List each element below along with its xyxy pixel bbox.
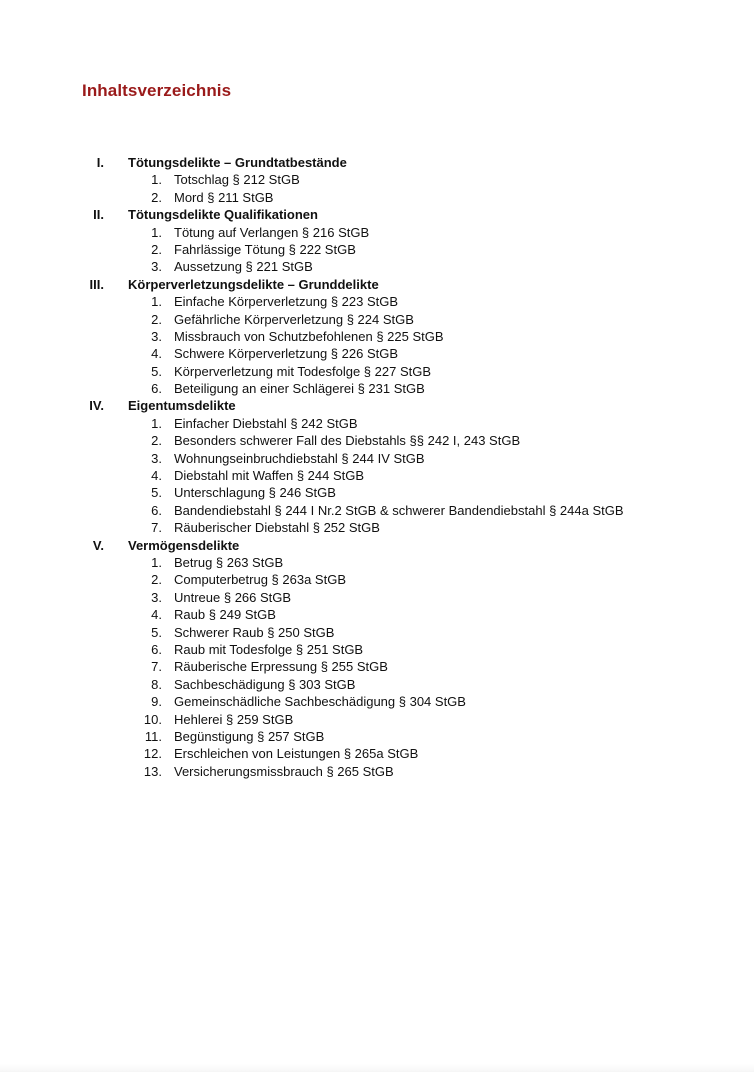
- entry-text: Sachbeschädigung § 303 StGB: [174, 676, 356, 692]
- entry-text: Hehlerei § 259 StGB: [174, 711, 294, 727]
- toc-entry[interactable]: [0, 293, 754, 310]
- entry-text: Einfache Körperverletzung § 223 StGB: [174, 294, 399, 310]
- section-title: Körperverletzungsdelikte – Grunddelikte: [128, 276, 379, 292]
- entry-text: Missbrauch von Schutzbefohlenen § 225 StGB: [174, 328, 444, 344]
- section-title: Vermögensdelikte: [128, 537, 240, 553]
- entry-text: Betrug § 263 StGB: [174, 554, 284, 570]
- entry-text: Totschlag § 212 StGB: [174, 172, 300, 188]
- entry-number: 7.: [151, 659, 162, 675]
- section-title: Eigentumsdelikte: [128, 398, 236, 414]
- toc-entry[interactable]: [0, 484, 754, 501]
- toc-section-heading[interactable]: [0, 397, 754, 414]
- section-title: Tötungsdelikte – Grundtatbestände: [128, 155, 347, 170]
- toc-entry[interactable]: [0, 258, 754, 275]
- table-of-contents: [0, 154, 754, 780]
- entry-number: 3.: [151, 589, 162, 605]
- entry-number: 3.: [151, 450, 162, 466]
- section-numeral: IV.: [89, 398, 104, 414]
- entry-number: 2.: [151, 433, 162, 449]
- entry-number: 3.: [151, 259, 162, 275]
- entry-text: Gemeinschädliche Sachbeschädigung § 304 StGB: [174, 694, 466, 710]
- entry-number: 6.: [151, 381, 162, 397]
- entry-number: 12.: [143, 746, 162, 762]
- entry-text: Gefährliche Körperverletzung § 224 StGB: [174, 311, 414, 327]
- toc-entry[interactable]: [0, 189, 754, 206]
- entry-number: 13.: [143, 763, 162, 779]
- toc-section-heading[interactable]: [0, 537, 754, 554]
- entry-text: Bandendiebstahl § 244 I Nr.2 StGB & schwerer Bandendiebstahl § 244a StGB: [174, 502, 624, 518]
- entry-text: Untreue § 266 StGB: [174, 589, 292, 605]
- toc-entry[interactable]: [0, 763, 754, 780]
- entry-number: 1.: [151, 554, 162, 570]
- toc-entry[interactable]: [0, 467, 754, 484]
- entry-text: Räuberische Erpressung § 255 StGB: [174, 659, 388, 675]
- entry-number: 2.: [151, 241, 162, 257]
- entry-text: Mord § 211 StGB: [174, 189, 274, 205]
- section-numeral: V.: [92, 537, 104, 553]
- entry-number: 2.: [151, 189, 162, 205]
- entry-number: 4.: [151, 468, 162, 484]
- page-bottom-edge: [0, 1064, 754, 1072]
- toc-entry[interactable]: [0, 745, 754, 762]
- page-title: Inhaltsverzeichnis: [82, 81, 232, 100]
- entry-number: 11.: [144, 728, 162, 744]
- entry-number: 1.: [151, 172, 162, 188]
- section-numeral: III.: [89, 276, 104, 292]
- entry-text: Begünstigung § 257 StGB: [174, 728, 325, 744]
- entry-text: Einfacher Diebstahl § 242 StGB: [174, 415, 358, 431]
- entry-text: Versicherungsmissbrauch § 265 StGB: [174, 763, 394, 779]
- section-title: Tötungsdelikte Qualifikationen: [128, 207, 318, 223]
- entry-number: 6.: [151, 502, 162, 518]
- entry-number: 5.: [151, 485, 162, 501]
- toc-entry[interactable]: [0, 345, 754, 362]
- entry-text: Diebstahl mit Waffen § 244 StGB: [174, 468, 365, 484]
- entry-text: Schwerer Raub § 250 StGB: [174, 624, 335, 640]
- toc-entry[interactable]: [0, 554, 754, 571]
- toc-entry[interactable]: [0, 728, 754, 745]
- entry-number: 3.: [151, 328, 162, 344]
- toc-entry[interactable]: [0, 571, 754, 588]
- toc-entry[interactable]: [0, 328, 754, 345]
- section-numeral: I.: [96, 155, 104, 170]
- entry-text: Körperverletzung mit Todesfolge § 227 StGB: [174, 363, 432, 379]
- entry-number: 5.: [151, 363, 162, 379]
- toc-entry[interactable]: [0, 450, 754, 467]
- toc-entry[interactable]: [0, 676, 754, 693]
- toc-entry[interactable]: [0, 641, 754, 658]
- entry-text: Raub § 249 StGB: [174, 607, 276, 623]
- section-numeral: II.: [93, 207, 104, 223]
- entry-text: Wohnungseinbruchdiebstahl § 244 IV StGB: [174, 450, 425, 466]
- toc-entry[interactable]: [0, 432, 754, 449]
- entry-text: Schwere Körperverletzung § 226 StGB: [174, 346, 399, 362]
- toc-entry[interactable]: [0, 363, 754, 380]
- toc-section-heading[interactable]: [0, 206, 754, 223]
- toc-entry[interactable]: [0, 415, 754, 432]
- entry-number: 2.: [151, 572, 162, 588]
- toc-entry[interactable]: [0, 711, 754, 728]
- toc-entry[interactable]: [0, 311, 754, 328]
- entry-number: 1.: [151, 224, 162, 240]
- toc-section-heading[interactable]: [0, 154, 754, 171]
- toc-entry[interactable]: [0, 624, 754, 641]
- toc-entry[interactable]: [0, 519, 754, 536]
- entry-number: 5.: [151, 624, 162, 640]
- entry-number: 6.: [151, 641, 162, 657]
- entry-number: 4.: [151, 607, 162, 623]
- entry-number: 2.: [151, 311, 162, 327]
- toc-entry[interactable]: [0, 606, 754, 623]
- entry-number: 10.: [143, 711, 162, 727]
- entry-number: 8.: [151, 676, 162, 692]
- toc-entry[interactable]: [0, 658, 754, 675]
- toc-entry[interactable]: [0, 380, 754, 397]
- entry-number: 1.: [151, 415, 162, 431]
- entry-text: Computerbetrug § 263a StGB: [174, 572, 346, 588]
- entry-text: Raub mit Todesfolge § 251 StGB: [174, 641, 364, 657]
- entry-text: Räuberischer Diebstahl § 252 StGB: [174, 520, 380, 536]
- entry-text: Erschleichen von Leistungen § 265a StGB: [174, 746, 419, 762]
- entry-number: 4.: [151, 346, 162, 362]
- entry-text: Aussetzung § 221 StGB: [174, 259, 313, 275]
- entry-text: Besonders schwerer Fall des Diebstahls §§ 242 I, 243 StGB: [174, 433, 521, 449]
- entry-number: 9.: [151, 694, 162, 710]
- toc-entry[interactable]: [0, 589, 754, 606]
- toc-entry[interactable]: [0, 693, 754, 710]
- toc-section-heading[interactable]: [0, 276, 754, 293]
- entry-number: 7.: [151, 520, 162, 536]
- toc-entry[interactable]: [0, 241, 754, 258]
- toc-entry[interactable]: [0, 224, 754, 241]
- entry-text: Unterschlagung § 246 StGB: [174, 485, 336, 501]
- toc-entry[interactable]: [0, 171, 754, 188]
- toc-entry[interactable]: [0, 502, 754, 519]
- entry-text: Fahrlässige Tötung § 222 StGB: [174, 241, 356, 257]
- entry-text: Beteiligung an einer Schlägerei § 231 StGB: [174, 381, 425, 397]
- entry-text: Tötung auf Verlangen § 216 StGB: [174, 224, 370, 240]
- entry-number: 1.: [151, 294, 162, 310]
